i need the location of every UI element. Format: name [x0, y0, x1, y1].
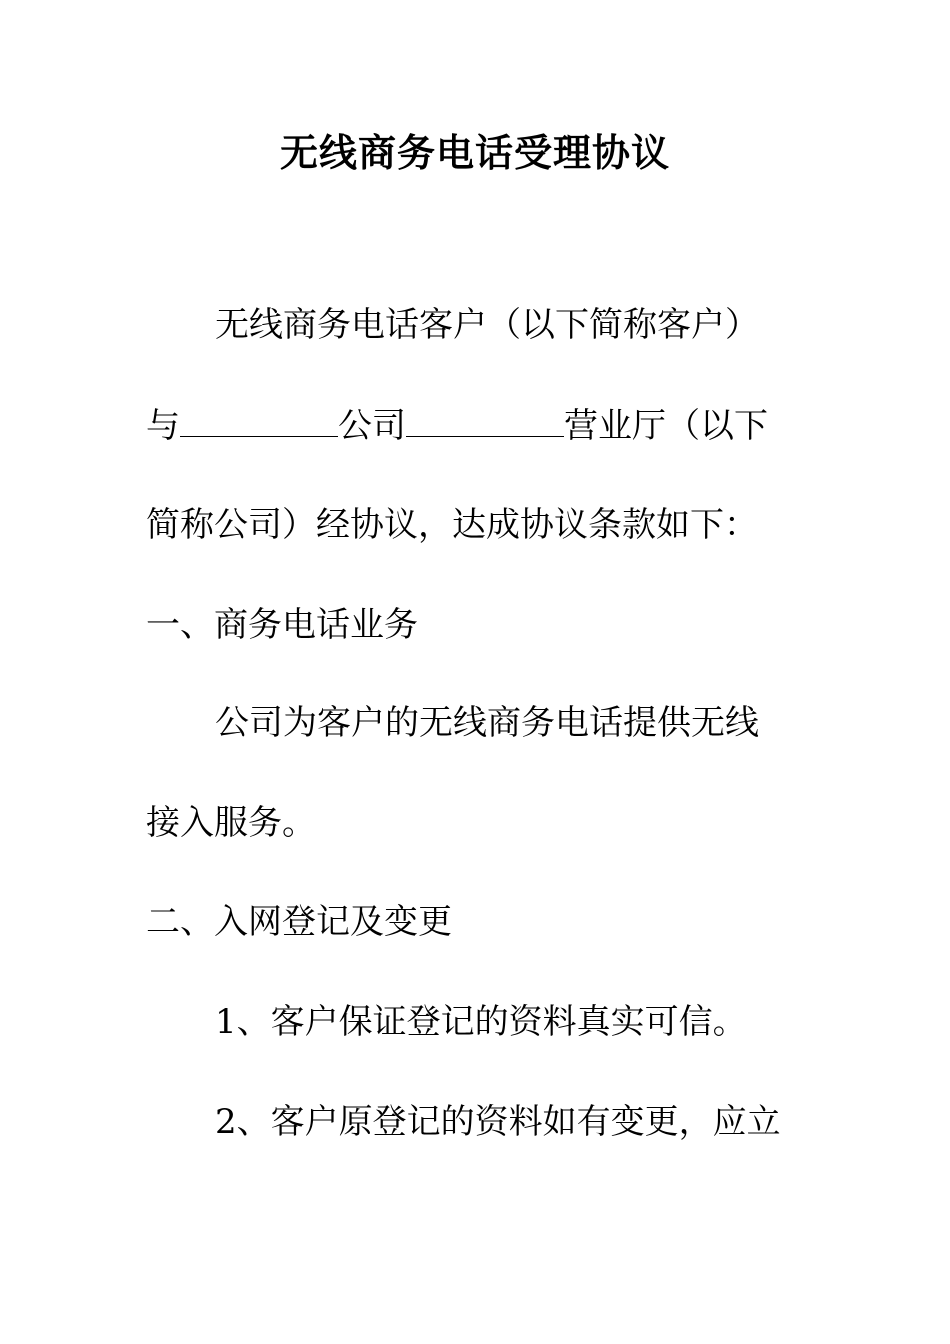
paragraph-intro-line-2	[146, 400, 768, 451]
paragraph-intro-line-1: 无线商务电话客户（以下简称客户）	[215, 305, 759, 345]
section-1-line-1: 公司为客户的无线商务电话提供无线	[215, 703, 759, 743]
section-1-heading: 一、商务电话业务	[146, 605, 418, 645]
section-2-heading: 二、入网登记及变更	[146, 902, 452, 942]
section-2-item-2: 2、客户原登记的资料如有变更，应立	[215, 1102, 781, 1142]
section-1-line-2: 接入服务。	[146, 803, 316, 843]
intro-text-branch: 营业厅（以下	[564, 406, 768, 446]
branch-name-blank	[406, 400, 564, 437]
document-title: 无线商务电话受理协议	[279, 130, 670, 175]
section-2-item-1: 1、客户保证登记的资料真实可信。	[215, 1002, 747, 1042]
intro-text-company: 公司	[338, 406, 406, 446]
company-name-blank	[180, 400, 338, 437]
paragraph-intro-line-3: 简称公司）经协议，达成协议条款如下：	[146, 505, 758, 545]
intro-text-with: 与	[146, 406, 180, 446]
